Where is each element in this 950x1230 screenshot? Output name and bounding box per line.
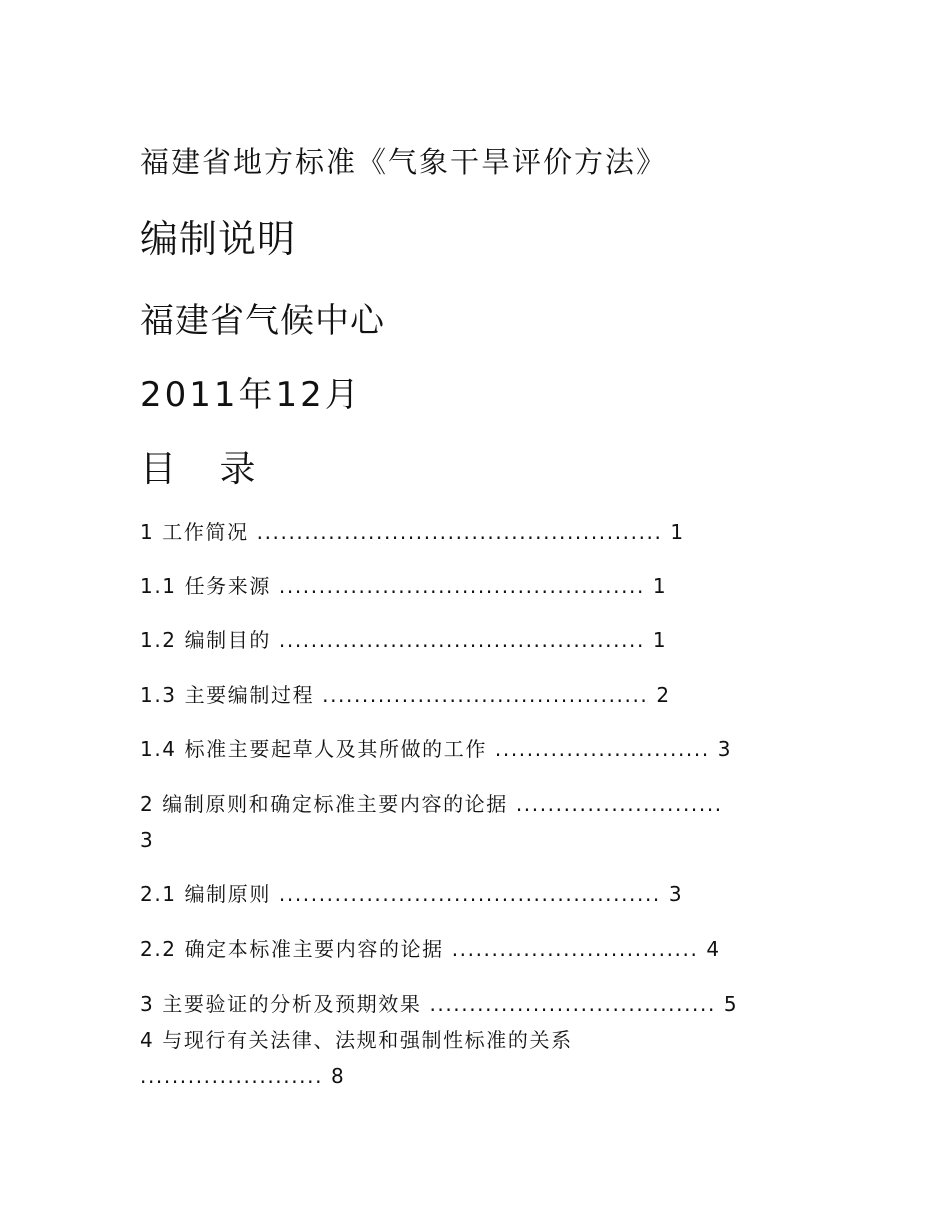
toc-entry-3[interactable]: 3 主要验证的分析及预期效果 .................................... 5	[140, 992, 739, 1016]
organization-name: 福建省气候中心	[140, 301, 385, 341]
toc-entry-2-2[interactable]: 2.2 确定本标准主要内容的论据 ............................... 4	[140, 937, 721, 961]
toc-entry-1-2[interactable]: 1.2 编制目的 .............................................. 1	[140, 628, 668, 652]
toc-heading: 目 录	[140, 449, 272, 490]
toc-entry-1-4[interactable]: 1.4 标准主要起草人及其所做的工作 ........................... 3	[140, 737, 733, 761]
toc-entry-1-1[interactable]: 1.1 任务来源 .............................................. 1	[140, 574, 668, 598]
toc-entry-2-1[interactable]: 2.1 编制原则 ................................................ 3	[140, 882, 684, 906]
document-date: 2011年12月	[140, 375, 362, 415]
document-subtitle: 编制说明	[140, 217, 297, 261]
toc-entry-4-page[interactable]: ....................... 8	[140, 1064, 346, 1088]
document-title: 福建省地方标准《气象干旱评价方法》	[140, 145, 668, 179]
toc-entry-2-page[interactable]: 3	[140, 828, 155, 852]
toc-entry-1[interactable]: 1 工作简况 ................................................... 1	[140, 520, 685, 544]
toc-entry-2[interactable]: 2 编制原则和确定标准主要内容的论据 ..........................	[140, 792, 723, 816]
toc-entry-1-3[interactable]: 1.3 主要编制过程 ......................................... 2	[140, 683, 671, 707]
toc-entry-4[interactable]: 4 与现行有关法律、法规和强制性标准的关系	[140, 1028, 573, 1052]
